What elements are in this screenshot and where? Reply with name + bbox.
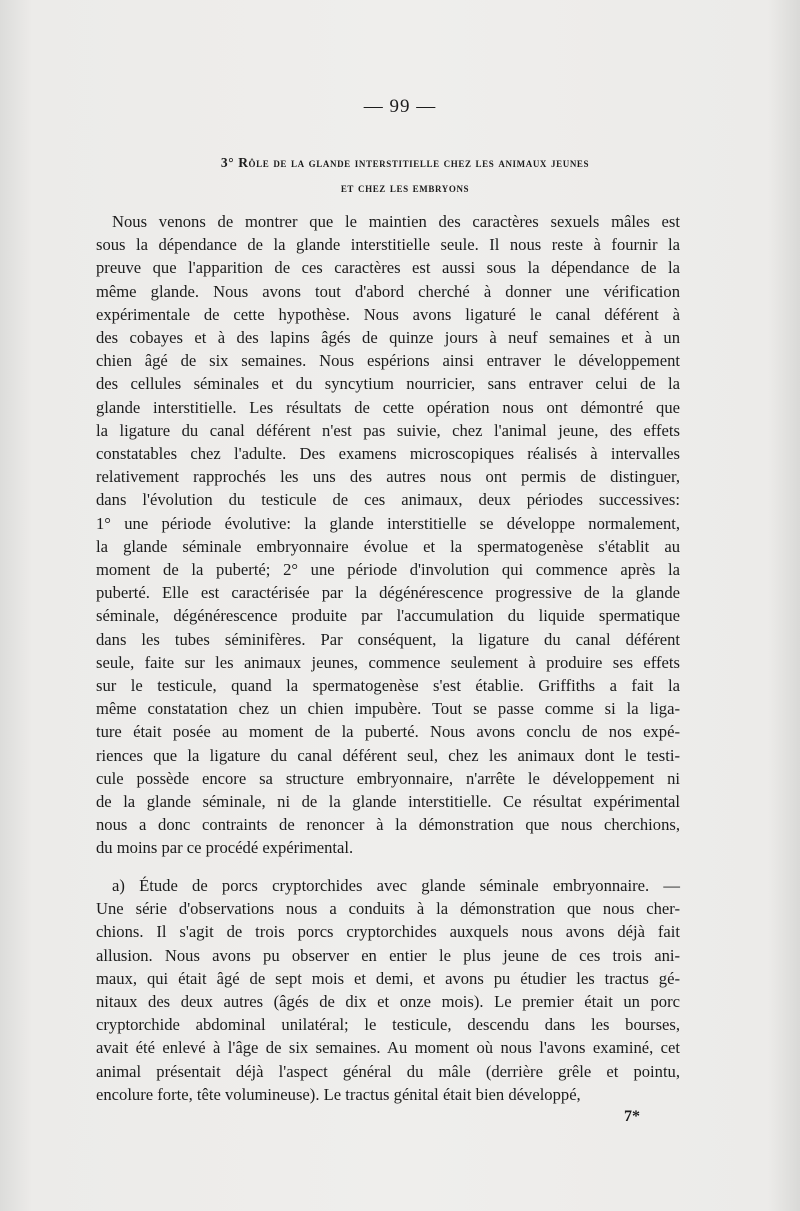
text-line: allusion. Nous avons pu observer en entier le plus jeune de ces trois ani-	[96, 945, 680, 965]
text-line: sur le testicule, quand la spermatogenèse s'est établie. Griffiths a fait la	[96, 676, 680, 696]
text-line: dans les tubes séminifères. Par conséquent, la ligature du canal déférent	[96, 629, 680, 649]
text-line: dans l'évolution du testicule de ces animaux, deux périodes successives:	[96, 490, 680, 510]
text-line: même glande. Nous avons tout d'abord cherché à donner une vérification	[96, 281, 680, 301]
text-line: expérimentale de cette hypothèse. Nous avons ligaturé le canal déférent à	[96, 304, 680, 324]
text-line: même constatation chez un chien impubère. Tout se passe comme si la liga-	[96, 699, 680, 719]
text-line: nitaux des deux autres (âgés de dix et onze mois). Le premier était un porc	[96, 992, 680, 1012]
text-line: relativement rapprochés les uns des autres nous ont permis de distinguer,	[96, 467, 680, 487]
text-line: moment de la puberté; 2° une période d'involution qui commence après la	[96, 560, 680, 580]
text-line: preuve que l'apparition de ces caractères est aussi sous la dépendance de la	[96, 258, 680, 278]
text-line: cryptorchide abdominal unilatéral; le testicule, descendu dans les bourses,	[96, 1015, 680, 1035]
text-line: seule, faite sur les animaux jeunes, commence seulement à produire ses effets	[96, 652, 680, 672]
text-line: nous a donc contraints de renoncer à la démonstration que nous cherchions,	[96, 815, 680, 835]
text-line: la glande séminale embryonnaire évolue et la spermatogenèse s'établit au	[96, 536, 680, 556]
text-line: chien âgé de six semaines. Nous espérions ainsi entraver le développement	[96, 351, 680, 371]
section-heading-line-1: 3° Rôle de la glande interstitielle chez les animaux jeunes	[220, 155, 590, 170]
text-line: riences que la ligature du canal déférent seul, chez les animaux dont le testi-	[96, 745, 680, 765]
text-line: séminale, dégénérescence produite par l'accumulation du liquide spermatique	[96, 606, 680, 626]
text-line: de la glande séminale, ni de la glande interstitielle. Ce résultat expérimental	[96, 792, 680, 812]
text-line: du moins par ce procédé expérimental.	[96, 838, 354, 858]
text-line: des cellules séminales et du syncytium nourricier, sans entraver celui de la	[96, 374, 680, 394]
text-line: cule possède encore sa structure embryonnaire, n'arrête le développement ni	[96, 768, 680, 788]
section-heading-line-2: et chez les embryons	[340, 180, 470, 195]
text-line: maux, qui était âgé de sept mois et demi, et avons pu étudier les tractus gé-	[96, 968, 680, 988]
text-line: des cobayes et à des lapins âgés de quinze jours à neuf semaines et à un	[96, 328, 680, 348]
text-line: Nous venons de montrer que le maintien des caractères sexuels mâles est	[112, 212, 680, 231]
paragraph-2	[96, 874, 680, 1106]
text-line: a) Étude de porcs cryptorchides avec glande séminale embryonnaire. —	[112, 876, 680, 895]
text-line: puberté. Elle est caractérisée par la dégénérescence progressive de la glande	[96, 583, 680, 603]
text-line: la ligature du canal déférent n'est pas suivie, chez l'animal jeune, des effets	[96, 420, 680, 440]
text-line: Une série d'observations nous a conduits à la démonstration que nous cher-	[96, 899, 680, 919]
signature-mark: 7*	[624, 1108, 640, 1125]
text-line: animal présentait déjà l'aspect général du mâle (derrière grêle et pointu,	[96, 1061, 680, 1081]
section-heading	[90, 150, 720, 200]
page-number: — 99 —	[363, 96, 437, 117]
text-line: avait été enlevé à l'âge de six semaines. Au moment où nous l'avons examiné, cet	[96, 1038, 680, 1058]
text-line: encolure forte, tête volumineuse). Le tractus génital était bien développé,	[96, 1084, 581, 1104]
text-line: chions. Il s'agit de trois porcs cryptorchides auxquels nous avons déjà fait	[96, 922, 680, 942]
text-line: ture était posée au moment de la puberté. Nous avons conclu de nos expé-	[96, 722, 680, 742]
text-line: 1° une période évolutive: la glande interstitielle se développe normalement,	[96, 513, 680, 533]
paragraph-1	[96, 210, 680, 860]
text-line: glande interstitielle. Les résultats de cette opération nous ont démontré que	[96, 397, 680, 417]
text-line: constatables chez l'adulte. Des examens microscopiques réalisés à intervalles	[96, 444, 680, 464]
text-line: sous la dépendance de la glande interstitielle seule. Il nous reste à fournir la	[96, 235, 680, 255]
